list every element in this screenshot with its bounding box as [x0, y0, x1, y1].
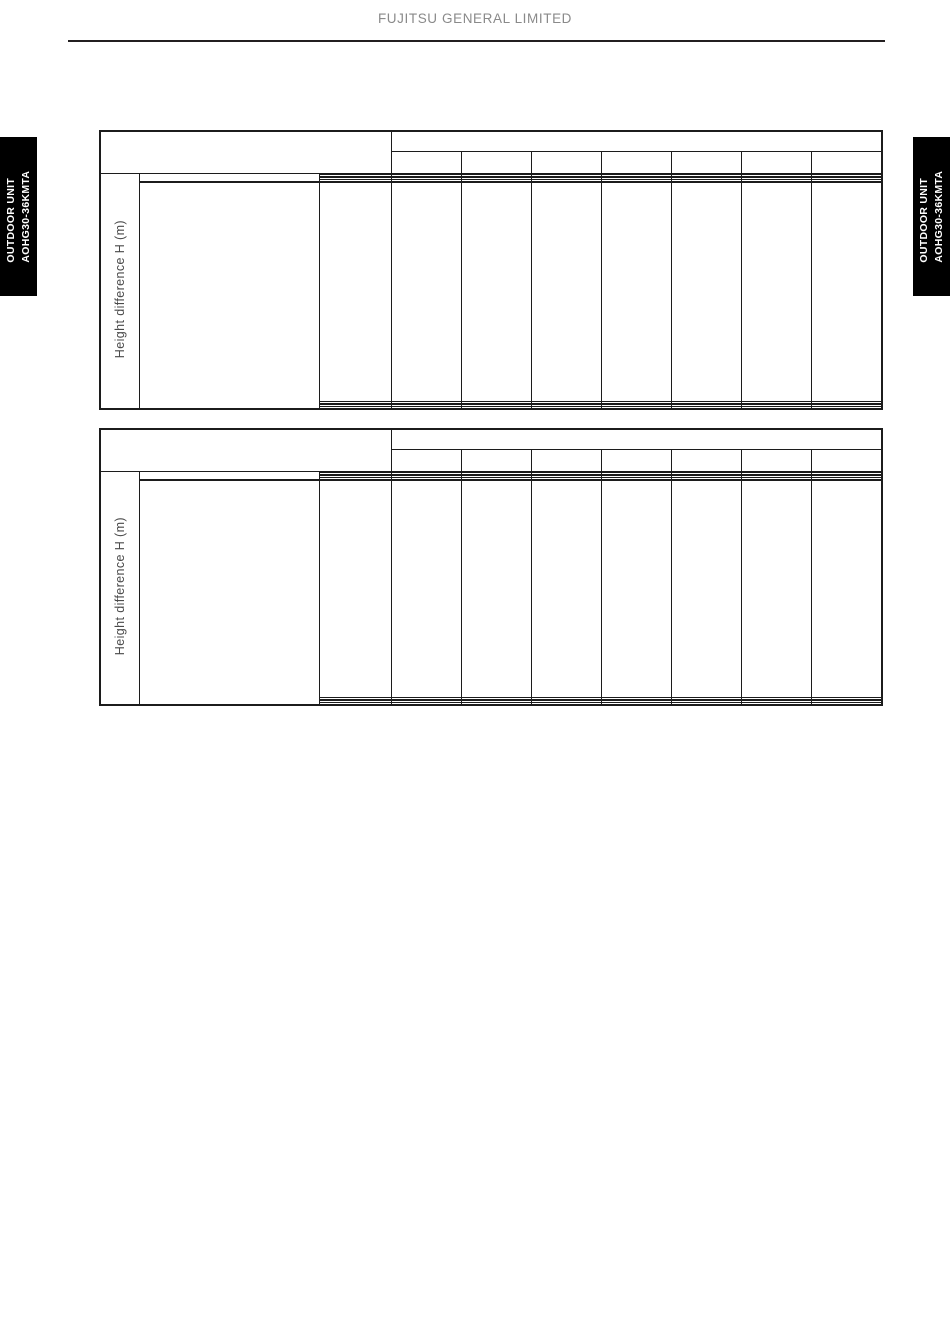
data-cell	[461, 481, 531, 698]
data-cell	[461, 702, 531, 705]
data-cell	[672, 481, 742, 698]
spec-table-1	[99, 130, 883, 410]
data-cell	[812, 481, 882, 698]
data-cell	[742, 183, 812, 402]
column-group-header-cell	[391, 131, 882, 151]
row-label-cell	[319, 481, 391, 698]
data-cell	[812, 406, 882, 409]
column-header-cell	[461, 151, 531, 173]
column-header-cell	[531, 449, 601, 471]
data-cell	[391, 183, 461, 402]
side-tab-right-line2: AOHG30-36KMTA	[932, 170, 945, 263]
data-cell	[742, 406, 812, 409]
height-difference-table-2	[99, 428, 883, 706]
side-tab-left-text	[4, 171, 33, 263]
data-cell	[812, 702, 882, 705]
row-axis-label-cell	[100, 471, 139, 705]
row-group-cell-upper	[139, 471, 319, 479]
column-header-cell	[742, 449, 812, 471]
side-tab-left-line1: OUTDOOR UNIT	[4, 177, 17, 263]
data-cell	[601, 702, 671, 705]
data-cell	[601, 183, 671, 402]
data-cell	[601, 481, 671, 698]
data-cell	[531, 702, 601, 705]
row-group-cell-lower	[139, 481, 319, 705]
column-header-cell	[601, 151, 671, 173]
column-header-cell	[461, 449, 531, 471]
column-header-cell	[391, 151, 461, 173]
row-axis-label-cell	[100, 173, 139, 409]
column-header-cell	[391, 449, 461, 471]
side-tab-right	[913, 137, 950, 296]
column-header-cell	[672, 449, 742, 471]
column-header-cell	[601, 449, 671, 471]
column-header-cell	[672, 151, 742, 173]
column-group-header-cell	[391, 429, 882, 449]
column-header-cell	[812, 449, 882, 471]
page-title: FUJITSU GENERAL LIMITED	[377, 11, 573, 26]
corner-header-cell	[100, 429, 391, 471]
data-cell	[391, 406, 461, 409]
data-cell	[742, 481, 812, 698]
side-tab-left	[0, 137, 37, 296]
data-cell	[672, 702, 742, 705]
data-cell	[601, 406, 671, 409]
data-cell	[531, 481, 601, 698]
spec-table-2	[99, 428, 883, 706]
side-tab-left-line2: AOHG30-36KMTA	[19, 170, 32, 263]
row-label-cell	[319, 702, 391, 705]
data-cell	[672, 406, 742, 409]
corner-header-cell	[100, 131, 391, 173]
data-cell	[461, 406, 531, 409]
column-header-cell	[531, 151, 601, 173]
row-group-cell-upper	[139, 173, 319, 181]
side-tab-right-line1: OUTDOOR UNIT	[917, 177, 930, 263]
data-cell	[391, 702, 461, 705]
header-divider	[68, 40, 885, 42]
row-group-cell-lower	[139, 183, 319, 409]
row-label-cell	[319, 183, 391, 402]
data-cell	[531, 406, 601, 409]
height-difference-table-1	[99, 130, 883, 410]
data-cell	[812, 183, 882, 402]
column-header-cell	[812, 151, 882, 173]
data-cell	[531, 183, 601, 402]
data-cell	[742, 702, 812, 705]
column-header-cell	[742, 151, 812, 173]
row-label-cell	[319, 406, 391, 409]
side-tab-right-text	[917, 171, 946, 263]
row-axis-label: Height difference H (m)	[112, 517, 127, 656]
data-cell	[672, 183, 742, 402]
data-cell	[461, 183, 531, 402]
row-axis-label: Height difference H (m)	[112, 220, 127, 359]
data-cell	[391, 481, 461, 698]
